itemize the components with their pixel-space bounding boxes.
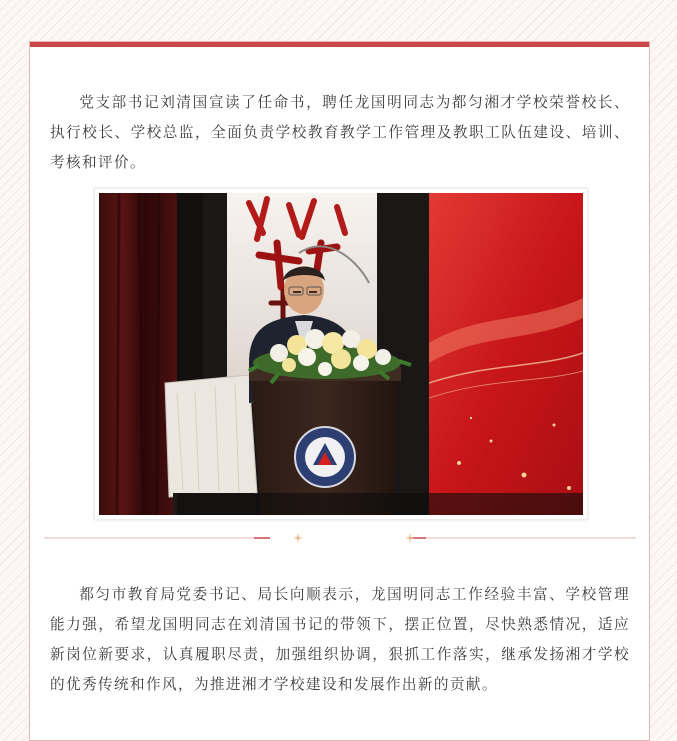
school-emblem-icon xyxy=(295,427,355,487)
event-photo xyxy=(99,193,583,515)
sparkle-icon xyxy=(293,533,303,543)
card-top-border xyxy=(30,42,649,47)
article-card xyxy=(29,41,650,741)
section-divider xyxy=(44,531,636,545)
article-paragraph-1: 党支部书记刘清国宣读了任命书，聘任龙国明同志为都匀湘才学校荣誉校长、执行校长、学校总监，全面负责学校教育教学工作管理及教职工队伍建设、培训、考核和评价。 xyxy=(50,94,630,171)
sparkle-icon xyxy=(405,533,415,543)
photo-frame xyxy=(94,188,588,520)
article-paragraph-2: 都匀市教育局党委书记、局长向顺表示，龙国明同志工作经验丰富、学校管理能力强，希望龙国明同志在刘清国书记的带领下，摆正位置，尽快熟悉情况，适应新岗位新要求，认真履职尽责，加强组织协调，狠抓工作落实，继承发扬湘才学校的优秀传统和作风，为推进湘才学校建设和发展作出新的贡献。 xyxy=(50,586,630,693)
